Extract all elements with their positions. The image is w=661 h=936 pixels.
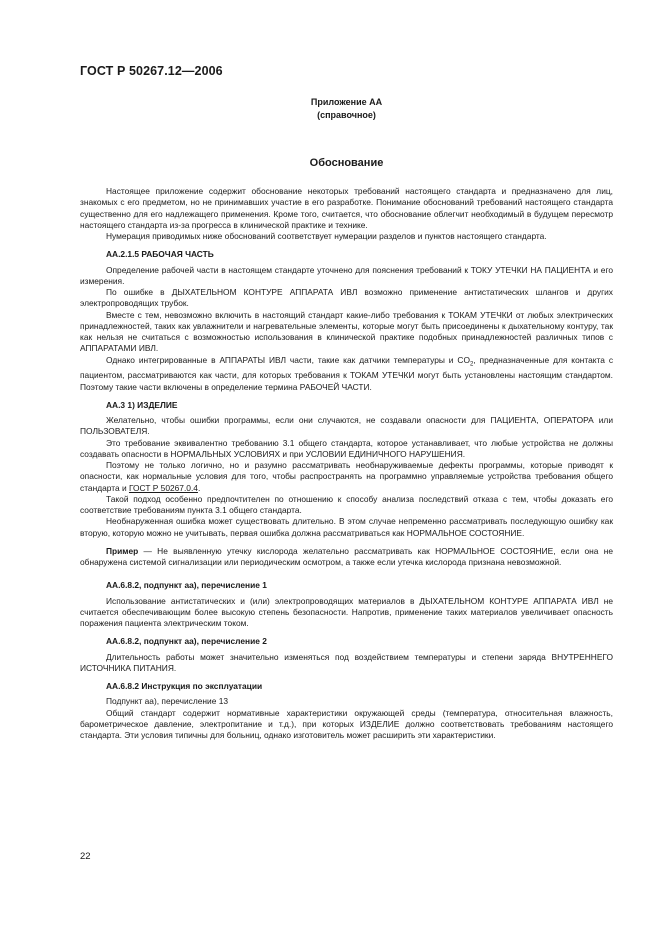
paragraph: Вместе с тем, невозможно включить в настоящий стандарт какие-либо требования к ТОКАМ УТЕЧКИ от любых электрических принадлежностей, таких как увлажнители и нагревательные элементы, которые могут быть присоединены к дыхательному контуру, так как нельзя не считаться с возможностью использования в клинической практике подобных принадлежностей различных типов с АППАРАТАМИ ИВЛ. — [80, 309, 613, 354]
document-body — [80, 186, 613, 741]
paragraph: По ошибке в ДЫХАТЕЛЬНОМ КОНТУРЕ АППАРАТА ИВЛ возможно применение антистатических шлангов и других электропроводящих трубок. — [80, 287, 613, 309]
paragraph: Настоящее приложение содержит обоснование некоторых требований настоящего стандарта и предназначено для лиц, знакомых с его предметом, но не принимавших участие в его разработке. Понимание обоснований требований настоящего стандарта существенно для его надлежащего применения. Кроме того, считается, что обоснование облегчит необходимый в будущем пересмотр настоящего стандарта из-за прогресса в клинической практике и технике. — [80, 186, 613, 230]
section-heading: АА.2.1.5 РАБОЧАЯ ЧАСТЬ — [106, 249, 214, 260]
example-text: — Не выявленную утечку кислорода желательно рассматривать как НОРМАЛЬНОЕ СОСТОЯНИЕ, если она не обнаружена системой сигнализации или периодическим осмотром, а также если утечка кислорода признана невозможной. — [80, 545, 613, 568]
paragraph: Необнаруженная ошибка может существовать длительно. В этом случае непременно рассматривать последующую ошибку как вторую, которую можно не учитывать, первая ошибка должна рассматриваться как НОРМАЛЬНОЕ СОСТОЯНИЕ. — [80, 516, 613, 538]
paragraph: Это требование эквивалентно требованию 3.1 общего стандарта, которое устанавливает, что любые устройства не должны создавать опасности в НОРМАЛЬНЫХ УСЛОВИЯХ и при УСЛОВИИ ЕДИНИЧНОГО НАРУШЕНИЯ. — [80, 437, 613, 459]
paragraph-part: , предназначенные для контакта с пациентом, рассматриваются как части, для которых требования к ТОКАМ УТЕЧКИ могут быть установлены настоящим стандартом. Поэтому такие части включены в определение термина РАБОЧЕЙ ЧАСТИ. — [80, 354, 614, 392]
paragraph-part: Поэтому не только логично, но и разумно рассматривать необнаруживаемые дефекты программы, которые приводят к опасности, как нормальные условия для того, чтобы распространять на программно управляемые устройства требования общего стандарта и — [80, 460, 613, 493]
paragraph: Нумерация приводимых ниже обоснований соответствует нумерации разделов и пунктов настоящего стандарта. — [106, 231, 547, 241]
section-title: Обоснование — [309, 157, 384, 169]
paragraph: Желательно, чтобы ошибки программы, если они случаются, не создавали опасности для ПАЦИЕНТА, ОПЕРАТОРА или ПОЛЬЗОВАТЕЛЯ. — [80, 415, 613, 437]
paragraph: Такой подход особенно предпочтителен по отношению к способу анализа последствий отказа с тем, чтобы доказать его соответствие требованиям пункта 3.1 общего стандарта. — [80, 493, 613, 516]
paragraph-part: . — [197, 482, 201, 493]
paragraph: Определение рабочей части в настоящем стандарте уточнено для пояснения требований к ТОКУ УТЕЧКИ НА ПАЦИЕНТА и его измерения. — [80, 264, 613, 286]
appendix-subtitle: (справочное) — [317, 110, 376, 120]
paragraph — [80, 355, 613, 393]
section-heading: АА.6.8.2, подпункт аа), перечисление 2 — [106, 636, 267, 647]
paragraph: Длительность работы может значительно изменяться под воздействием температуры и степени заряда ВНУТРЕННЕГО ИСТОЧНИКА ПИТАНИЯ. — [80, 651, 613, 673]
section-heading: АА.3 1) ИЗДЕЛИЕ — [106, 399, 178, 410]
section-heading: АА.6.8.2 Инструкция по эксплуатации — [106, 681, 263, 692]
section-heading: АА.6.8.2, подпункт аа), перечисление 1 — [106, 580, 267, 591]
appendix-title: Приложение АА — [310, 97, 383, 107]
subscript: 2 — [469, 361, 474, 368]
paragraph: Использование антистатических и (или) электропроводящих материалов в ДЫХАТЕЛЬНОМ КОНТУРЕ АППАРАТА ИВЛ не считается обеспечивающим более высокую степень безопасности. Напротив, применение таких материалов увеличивает опасность поражения пациента электрическим током. — [80, 595, 613, 629]
paragraph: Общий стандарт содержит нормативные характеристики окружающей среды (температура, относительная влажность, барометрическое давление, электропитание и т.д.), при которых ИЗДЕЛИЕ должно соответствовать требованиям настоящего стандарта. Эти условия типичны для больниц, однако изготовитель может расширить эти характеристики. — [80, 707, 613, 741]
paragraph — [80, 460, 613, 494]
paragraph-part: Однако интегрированные в АППАРАТЫ ИВЛ части, такие как датчики температуры и CO — [106, 354, 470, 365]
standard-header: ГОСТ Р 50267.12—2006 — [80, 64, 223, 78]
standard-reference-link[interactable]: ГОСТ Р 50267.0.4 — [128, 482, 198, 493]
paragraph: Подпункт аа), перечисление 13 — [106, 696, 229, 707]
example-note — [80, 546, 613, 569]
example-label: Пример — [106, 545, 139, 556]
page-number: 22 — [80, 851, 91, 862]
